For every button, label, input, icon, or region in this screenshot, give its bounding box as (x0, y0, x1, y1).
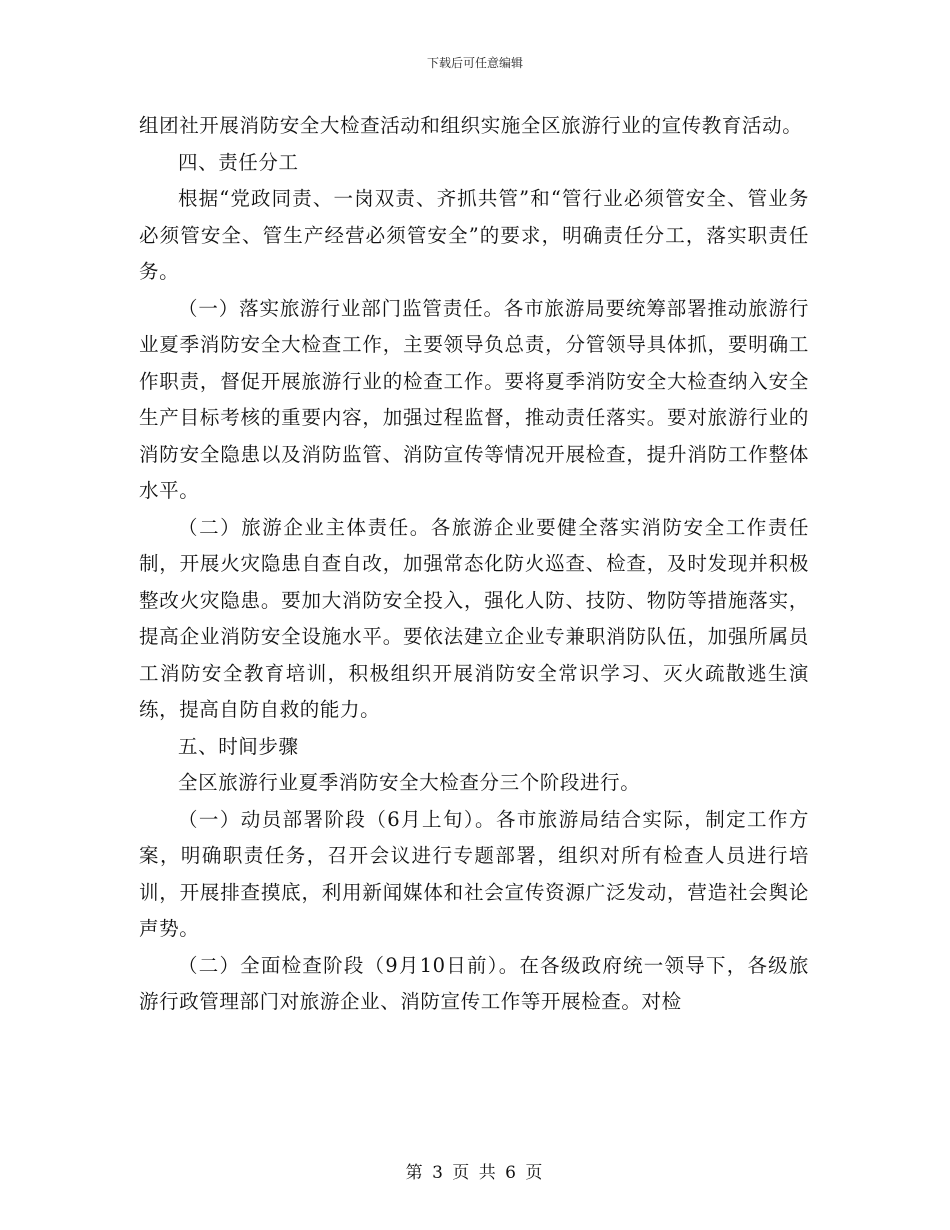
section-heading-timeline: 五、时间步骤 (178, 734, 299, 758)
paragraph: （二）全面检查阶段（9月10日前）。在各级政府统一领导下，各级旅游行政管理部门对旅游企业、消防宣传工作等开展检查。对检 (139, 953, 809, 1013)
section-heading-responsibility: 四、责任分工 (178, 150, 299, 174)
page-number: 第 3 页 共 6 页 (405, 1163, 545, 1183)
page-header-note: 下载后可任意编辑 (426, 56, 523, 70)
paragraph-continued: 组团社开展消防安全大检查活动和组织实施全区旅游行业的宣传教育活动。 (139, 114, 803, 137)
paragraph: 根据“党政同责、一岗双责、齐抓共管”和“管行业必须管安全、管业务必须管安全、管生产经营必须管安全”的要求，明确责任分工，落实职责任务。 (139, 187, 809, 283)
paragraph: （二）旅游企业主体责任。各旅游企业要健全落实消防安全工作责任制，开展火灾隐患自查自改，加强常态化防火巡查、检查，及时发现并积极整改火灾隐患。要加大消防安全投入，强化人防、技防、物防等措施落实，提高企业消防安全设施水平。要依法建立企业专兼职消防队伍，加强所属员工消防安全教育培训，积极组织开展消防安全常识学习、灭火疏散逃生演练，提高自防自救的能力。 (139, 515, 809, 721)
paragraph: （一）动员部署阶段（6月上旬）。各市旅游局结合实际，制定工作方案，明确职责任务，召开会议进行专题部署，组织对所有检查人员进行培训，开展排查摸底，利用新闻媒体和社会宣传资源广泛发动，营造社会舆论声势。 (139, 807, 809, 940)
paragraph: （一）落实旅游行业部门监管责任。各市旅游局要统筹部署推动旅游行业夏季消防安全大检查工作，主要领导负总责，分管领导具体抓，要明确工作职责，督促开展旅游行业的检查工作。要将夏季消防安全大检查纳入安全生产目标考核的重要内容，加强过程监督，推动责任落实。要对旅游行业的消防安全隐患以及消防监管、消防宣传等情况开展检查，提升消防工作整体水平。 (139, 296, 809, 502)
document-body (139, 108, 809, 1021)
paragraph: 全区旅游行业夏季消防安全大检查分三个阶段进行。 (178, 771, 641, 794)
